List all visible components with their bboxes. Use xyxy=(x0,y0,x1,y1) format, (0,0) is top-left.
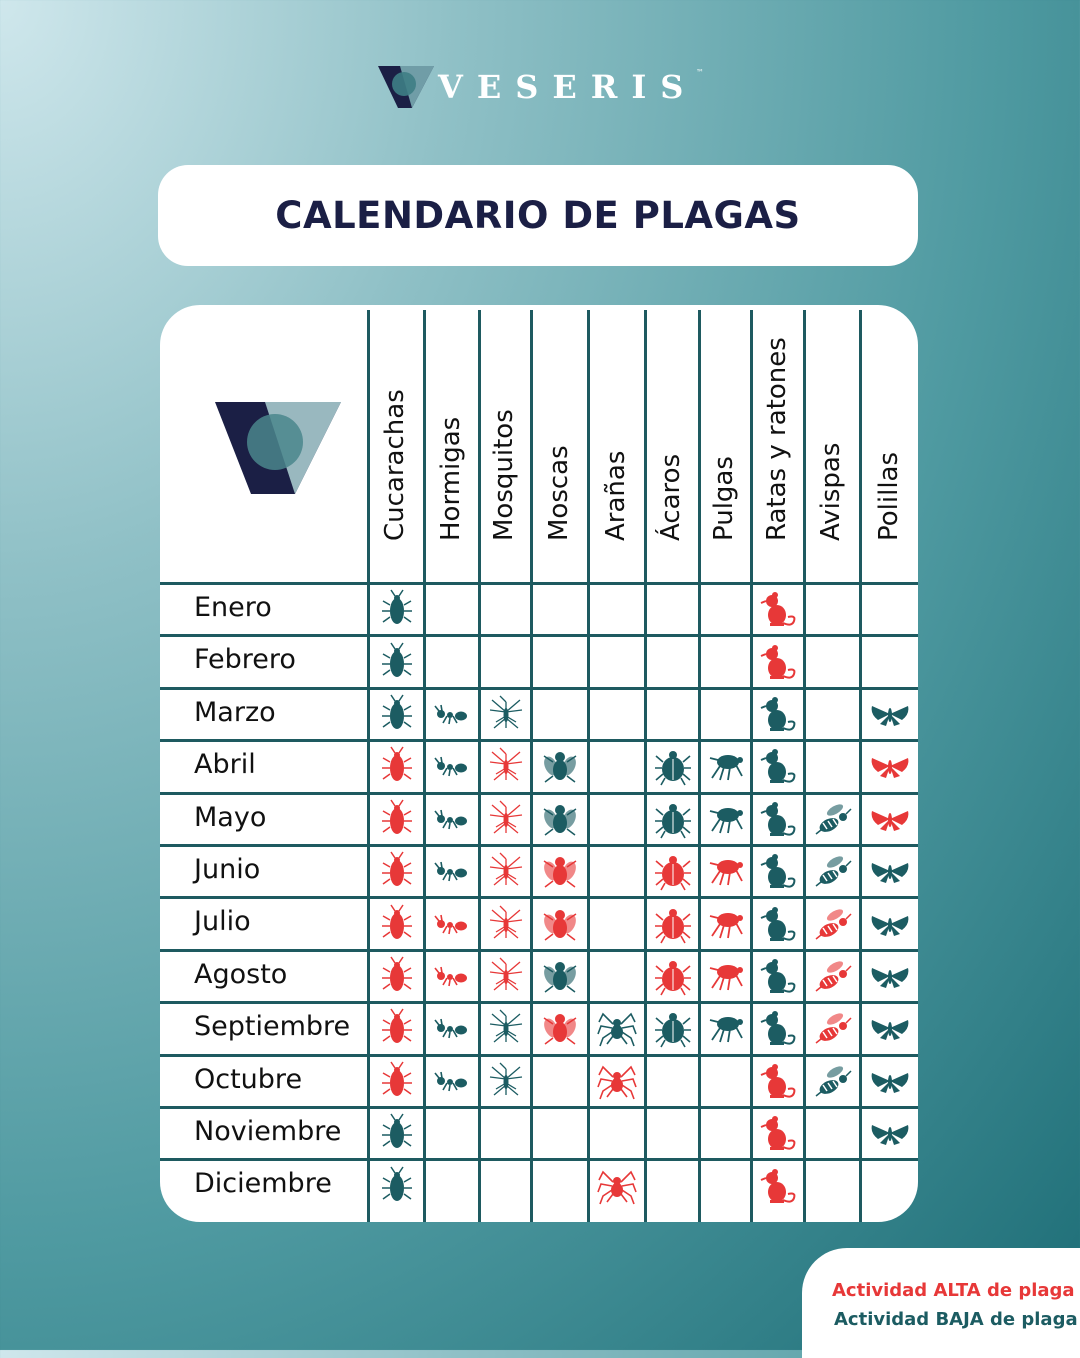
mosquito-icon xyxy=(481,795,530,843)
fly-icon xyxy=(533,795,587,843)
month-label: Febrero xyxy=(194,644,296,676)
rat-icon xyxy=(753,585,803,633)
column-header-3 xyxy=(478,310,530,583)
ant-icon xyxy=(426,690,478,738)
month-label: Diciembre xyxy=(194,1168,332,1200)
column-header-label: Avispas xyxy=(816,442,846,541)
moth-icon xyxy=(862,742,918,790)
column-header-6 xyxy=(644,310,698,583)
veseris-logo-mark-icon xyxy=(378,64,434,110)
month-label: Junio xyxy=(194,854,261,885)
rat-icon xyxy=(753,1004,803,1052)
ant-icon xyxy=(426,1057,478,1105)
wasp-icon xyxy=(806,1057,859,1105)
ant-icon xyxy=(426,742,478,790)
mosquito-icon xyxy=(481,1057,530,1105)
flea-icon xyxy=(701,847,750,895)
month-label: Mayo xyxy=(194,801,267,833)
rat-icon xyxy=(753,899,803,947)
column-header-7 xyxy=(698,310,750,583)
cockroach-icon xyxy=(370,637,423,685)
mite-icon xyxy=(647,952,698,1000)
mosquito-icon xyxy=(481,690,530,738)
row-divider xyxy=(160,1054,918,1057)
fly-icon xyxy=(533,952,587,1000)
fly-icon xyxy=(533,742,587,790)
fly-icon xyxy=(533,899,587,947)
brand-trademark: ™ xyxy=(696,68,704,77)
brand-logo xyxy=(378,62,708,112)
rat-icon xyxy=(753,952,803,1000)
veseris-mark-icon xyxy=(215,400,341,496)
mite-icon xyxy=(647,1004,698,1052)
mosquito-icon xyxy=(481,952,530,1000)
flea-icon xyxy=(701,795,750,843)
flea-icon xyxy=(701,899,750,947)
moth-icon xyxy=(862,1004,918,1052)
spider-icon xyxy=(590,1161,644,1209)
column-header-8 xyxy=(750,310,803,583)
cockroach-icon xyxy=(370,952,423,1000)
wasp-icon xyxy=(806,952,859,1000)
rat-icon xyxy=(753,1109,803,1157)
column-header-5 xyxy=(587,310,644,583)
column-header-label: Moscas xyxy=(543,445,574,541)
month-label: Enero xyxy=(194,592,272,623)
column-header-4 xyxy=(530,310,587,583)
cockroach-icon xyxy=(370,1004,423,1052)
fly-icon xyxy=(533,847,587,895)
month-label: Septiembre xyxy=(194,1011,351,1043)
page-title: CALENDARIO DE PLAGAS xyxy=(275,194,801,237)
cockroach-icon xyxy=(370,585,423,633)
flea-icon xyxy=(701,952,750,1000)
brand-name: VESERIS xyxy=(438,68,698,106)
column-header-label: Polillas xyxy=(873,451,904,541)
title-card xyxy=(158,165,918,266)
cockroach-icon xyxy=(370,1109,423,1157)
month-label: Noviembre xyxy=(194,1116,342,1147)
column-header-label: Hormigas xyxy=(435,416,466,541)
moth-icon xyxy=(862,952,918,1000)
mosquito-icon xyxy=(481,847,530,895)
row-divider xyxy=(160,687,918,690)
spider-icon xyxy=(590,1004,644,1052)
row-divider xyxy=(160,582,918,585)
ant-icon xyxy=(426,795,478,843)
row-divider xyxy=(160,634,918,637)
column-header-2 xyxy=(423,310,478,583)
cockroach-icon xyxy=(370,795,423,843)
mosquito-icon xyxy=(481,742,530,790)
rat-icon xyxy=(753,690,803,738)
mite-icon xyxy=(647,847,698,895)
mite-icon xyxy=(647,899,698,947)
month-label: Marzo xyxy=(194,696,276,728)
ant-icon xyxy=(426,847,478,895)
row-divider xyxy=(160,1158,918,1161)
flea-icon xyxy=(701,1004,750,1052)
month-label: Agosto xyxy=(194,958,288,990)
month-label: Abril xyxy=(194,749,256,781)
column-header-label: Ratas y ratones xyxy=(761,337,792,541)
column-header-label: Cucarachas xyxy=(380,389,410,541)
moth-icon xyxy=(862,690,918,738)
cockroach-icon xyxy=(370,742,423,790)
cockroach-icon xyxy=(370,1161,423,1209)
row-divider xyxy=(160,1106,918,1109)
pest-calendar-table xyxy=(160,305,918,1222)
legend-card xyxy=(802,1248,1080,1358)
column-header-label: Arañas xyxy=(600,450,631,541)
wasp-icon xyxy=(806,1004,859,1052)
ant-icon xyxy=(426,899,478,947)
spider-icon xyxy=(590,1057,644,1105)
rat-icon xyxy=(753,1057,803,1105)
moth-icon xyxy=(862,847,918,895)
mosquito-icon xyxy=(481,1004,530,1052)
month-label: Julio xyxy=(194,906,251,938)
ant-icon xyxy=(426,952,478,1000)
moth-icon xyxy=(862,899,918,947)
moth-icon xyxy=(862,1057,918,1105)
rat-icon xyxy=(753,847,803,895)
flea-icon xyxy=(701,742,750,790)
mosquito-icon xyxy=(481,899,530,947)
column-header-9 xyxy=(803,310,859,583)
ant-icon xyxy=(426,1004,478,1052)
column-header-1 xyxy=(367,310,423,583)
rat-icon xyxy=(753,1161,803,1209)
cockroach-icon xyxy=(370,847,423,895)
wasp-icon xyxy=(806,899,859,947)
rat-icon xyxy=(753,795,803,843)
column-header-label: Mosquitos xyxy=(489,409,519,541)
mite-icon xyxy=(647,742,698,790)
wasp-icon xyxy=(806,847,859,895)
cockroach-icon xyxy=(370,1057,423,1105)
column-header-label: Pulgas xyxy=(709,456,739,541)
moth-icon xyxy=(862,1109,918,1157)
mite-icon xyxy=(647,795,698,843)
fly-icon xyxy=(533,1004,587,1052)
column-header-10 xyxy=(859,310,918,583)
column-header-label: Ácaros xyxy=(656,453,686,541)
wasp-icon xyxy=(806,795,859,843)
legend-low-activity: Actividad BAJA de plaga xyxy=(834,1309,1078,1330)
cockroach-icon xyxy=(370,899,423,947)
rat-icon xyxy=(753,742,803,790)
legend-high-activity: Actividad ALTA de plaga xyxy=(832,1280,1075,1301)
moth-icon xyxy=(862,795,918,843)
rat-icon xyxy=(753,637,803,685)
month-label: Octubre xyxy=(194,1063,303,1095)
cockroach-icon xyxy=(370,690,423,738)
